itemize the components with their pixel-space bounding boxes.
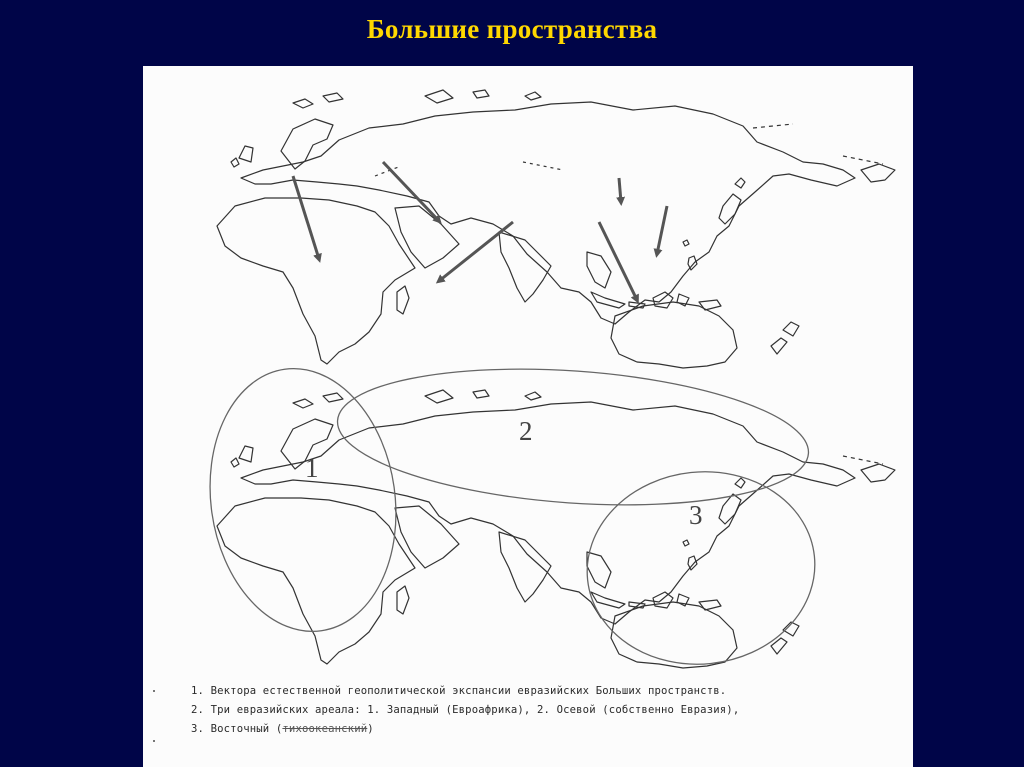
india-2 xyxy=(499,532,551,602)
indochina-2 xyxy=(587,552,611,588)
scan-speck xyxy=(153,740,155,742)
arctic-islands xyxy=(293,90,541,108)
arrow-africa xyxy=(293,176,319,259)
caption-line-3-prefix: 3. Восточный ( xyxy=(191,723,283,735)
caption-line-3-struck: тихоокеанский xyxy=(282,723,368,735)
arctic-islands-2 xyxy=(293,390,541,408)
area-2-ellipse xyxy=(333,355,813,520)
eurasia-outline xyxy=(241,102,855,324)
new-zealand xyxy=(771,322,799,354)
africa xyxy=(217,198,415,364)
arrow-philippines xyxy=(657,206,667,254)
figure-caption xyxy=(191,682,906,739)
philippines-2 xyxy=(683,540,697,570)
arabia xyxy=(395,206,459,268)
alaska xyxy=(861,164,895,182)
bottom-map xyxy=(217,390,895,668)
japan-2 xyxy=(719,478,745,524)
ice-dashes xyxy=(375,162,563,176)
japan xyxy=(719,178,745,224)
caption-line-3 xyxy=(191,720,906,739)
area-3-ellipse xyxy=(578,461,825,676)
indochina xyxy=(587,252,611,288)
british-isles xyxy=(231,146,253,167)
expansion-arrows xyxy=(293,162,667,300)
british-isles-2 xyxy=(231,446,253,467)
scandinavia xyxy=(281,119,333,169)
caption-line-3-suffix: ) xyxy=(367,723,374,735)
madagascar-2 xyxy=(397,586,409,614)
eurasia-outline-2 xyxy=(241,402,855,624)
bering-dashes-2 xyxy=(843,456,883,464)
arrow-indochina xyxy=(619,178,621,202)
caption-line-2: 2. Три евразийских ареала: 1. Западный (Евроафрика), 2. Осевой (собственно Евразия), xyxy=(191,704,740,716)
arrow-persian-gulf xyxy=(383,162,439,221)
slide-title: Большие пространства xyxy=(366,14,658,44)
top-map xyxy=(217,90,895,368)
alaska-2 xyxy=(861,464,895,482)
arabia-2 xyxy=(395,506,459,568)
caption-line-1: 1. Вектора естественной геополитической экспансии евразийских Больших пространств. xyxy=(191,685,727,697)
philippines xyxy=(683,240,697,270)
map-figure xyxy=(143,66,913,767)
area-3-label: 3 xyxy=(689,500,703,530)
india xyxy=(499,232,551,302)
bering-dashes xyxy=(753,124,883,164)
africa-2 xyxy=(217,498,415,664)
area-2-label: 2 xyxy=(519,416,533,446)
scan-speck xyxy=(153,690,155,692)
area-1-label: 1 xyxy=(305,453,319,483)
madagascar xyxy=(397,286,409,314)
